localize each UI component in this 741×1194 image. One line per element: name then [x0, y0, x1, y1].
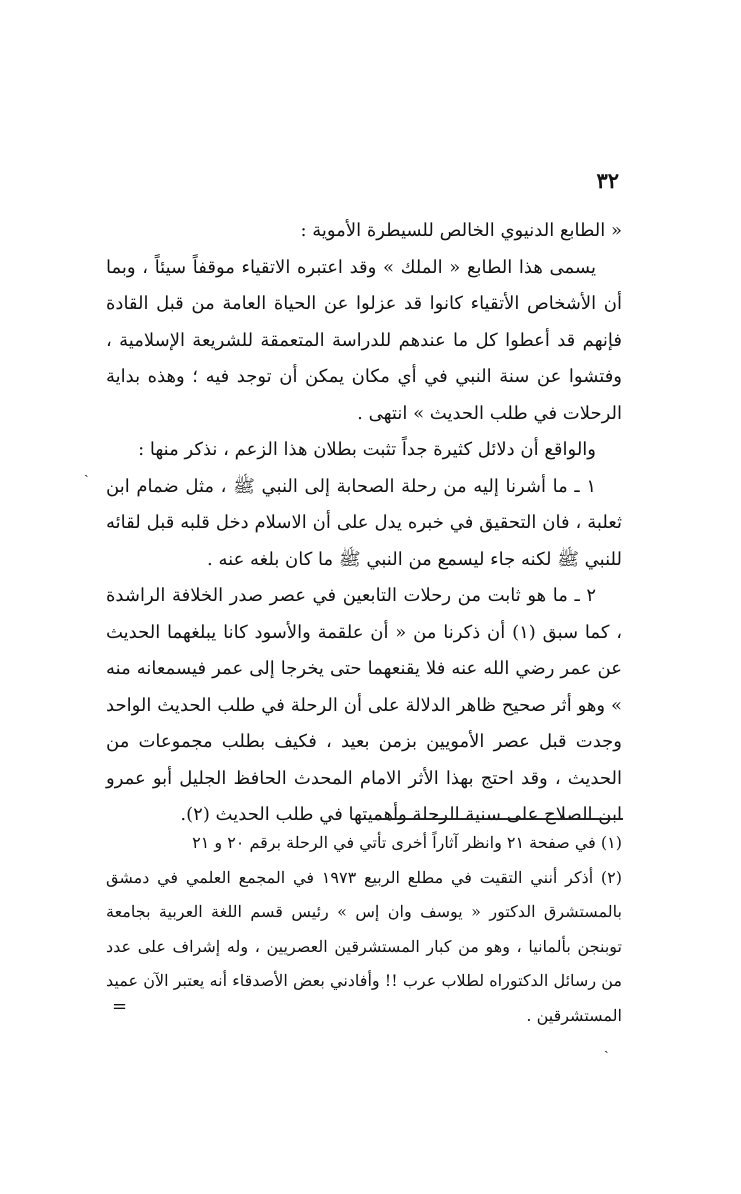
paragraph: يسمى هذا الطابع « الملك » وقد اعتبره الاتقياء موقفاً سيئاً ، وبما أن الأشخاص الأتقياء كانوا قد عزلوا عن الحياة العامة من قبل القادة فإنهم قد أعطوا كل ما عندهم للدراسة المتعمقة للشريعة الإسلامية ، وفتشوا عن سنة النبي في أي مكان يمكن أن توجد فيه ؛ وهذه بداية الرحلات في طلب الحديث » انتهى . — [106, 256, 622, 424]
page-number: ٣٢ — [596, 168, 619, 193]
main-text — [106, 213, 622, 834]
footnote: (٢) أذكر أنني التقيت في مطلع الربيع ١٩٧٣ في المجمع العلمي في دمشق بالمستشرق الدكتور « يوسف وان إس » رئيس قسم اللغة العربية بجامعة توبنجن بألمانيا ، وهو من كبار المستشرقين العصريين ، وله إشراف على عدد من رسائل الدكتوراه لطلاب عرب !! وأفادني بعض الأصدقاء أنه يعتبر الآن عميد المستشرقين . — [106, 867, 623, 1025]
margin-mark: ˎ — [84, 462, 89, 478]
paragraph: ٢ ـ ما هو ثابت من رحلات التابعين في عصر صدر الخلافة الراشدة ، كما سبق (١) أن ذكرنا من « أن علقمة والأسود كانا يبلغهما الحديث عن عمر رضي الله عنه فلا يقنعهما حتى يخرجا إلى عمر فيسمعانه منه » وهو أثر صحيح ظاهر الدلالة على أن الرحلة في طلب الحديث الواحد وجدت قبل عصر الأمويين بزمن بعيد ، فكيف بطلب مجموعات من الحديث ، وقد احتج بهذا الأثر الامام المحدث الحافظ الجليل أبو عمرو ابن الصلاح على سنية الرحلة وأهميتها في طلب الحديث (٢). — [106, 585, 622, 825]
stray-mark: ˏ — [604, 1038, 609, 1054]
footnote-divider — [373, 818, 623, 820]
paragraph: والواقع أن دلائل كثيرة جداً تثبت بطلان هذا الزعم ، نذكر منها : — [138, 439, 596, 460]
footnotes — [106, 826, 622, 1033]
paragraph: ١ ـ ما أشرنا إليه من رحلة الصحابة إلى النبي ﷺ ، مثل ضمام ابن ثعلبة ، فان التحقيق في خبره يدل على أن الاسلام دخل قلبه قبل لقائه للنبي ﷺ لكنه جاء ليسمع من النبي ﷺ ما كان بلغه عنه . — [106, 475, 622, 570]
footnote: (١) في صفحة ٢١ وانظر آثاراً أخرى تأتي في الرحلة برقم ٢٠ و ٢١ — [192, 833, 622, 852]
section-heading: « الطابع الدنيوي الخالص للسيطرة الأموية : — [300, 220, 622, 241]
end-mark: = — [112, 996, 128, 1017]
